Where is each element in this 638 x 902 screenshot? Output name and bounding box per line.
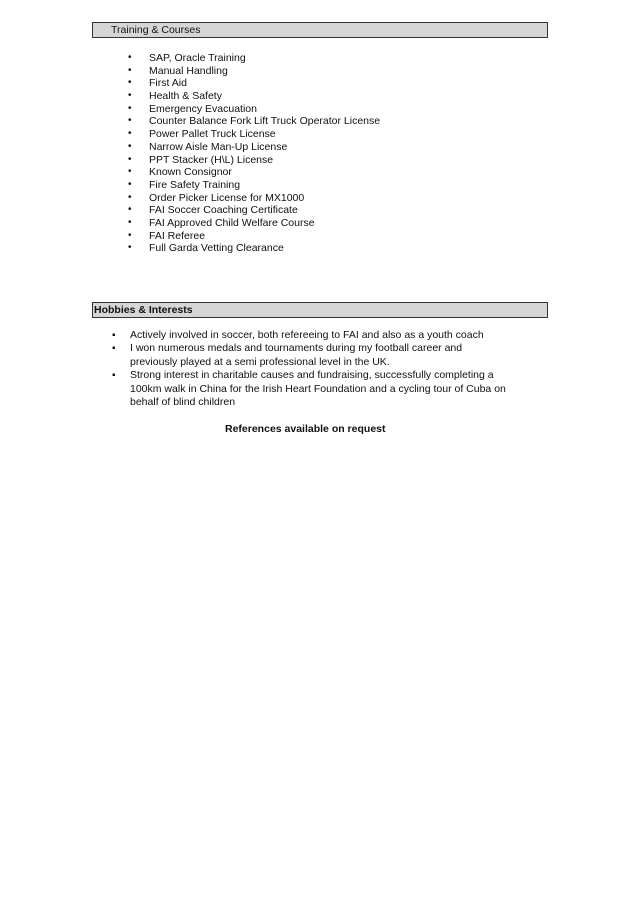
bullet-icon: ▪: [112, 343, 116, 355]
training-header-text: Training & Courses: [111, 24, 201, 36]
bullet-icon: ▪: [112, 370, 116, 382]
references-note: References available on request: [225, 423, 386, 435]
bullet-icon: •: [128, 128, 132, 140]
bullet-icon: •: [128, 140, 132, 152]
bullet-icon: •: [128, 166, 132, 178]
list-item: ▪ Strong interest in charitable causes and fundraising, successfully completing a 100km walk in China for the Irish Heart Foundation and a cycling tour of Cuba on behalf of blind children: [112, 369, 506, 409]
bullet-icon: •: [128, 216, 132, 228]
bullet-icon: •: [128, 115, 132, 127]
bullet-icon: •: [128, 178, 132, 190]
hobbies-header-text: Hobbies & Interests: [94, 304, 193, 316]
bullet-icon: •: [128, 204, 132, 216]
bullet-icon: •: [128, 77, 132, 89]
bullet-icon: •: [128, 90, 132, 102]
training-section-header: [92, 22, 548, 38]
bullet-icon: •: [128, 242, 132, 254]
bullet-icon: •: [128, 64, 132, 76]
list-item: ▪ Actively involved in soccer, both refereeing to FAI and also as a youth coach: [112, 329, 484, 341]
bullet-icon: •: [128, 52, 132, 63]
bullet-icon: •: [128, 229, 132, 241]
list-item: ▪ I won numerous medals and tournaments during my football career and previously played at a semi professional level in the UK.: [112, 342, 463, 368]
bullet-icon: •: [128, 191, 132, 203]
bullet-icon: •: [128, 153, 132, 165]
bullet-icon: •: [128, 102, 132, 114]
hobbies-section-header: [92, 302, 548, 318]
hobbies-list: [0, 329, 638, 409]
bullet-icon: ▪: [112, 330, 116, 341]
